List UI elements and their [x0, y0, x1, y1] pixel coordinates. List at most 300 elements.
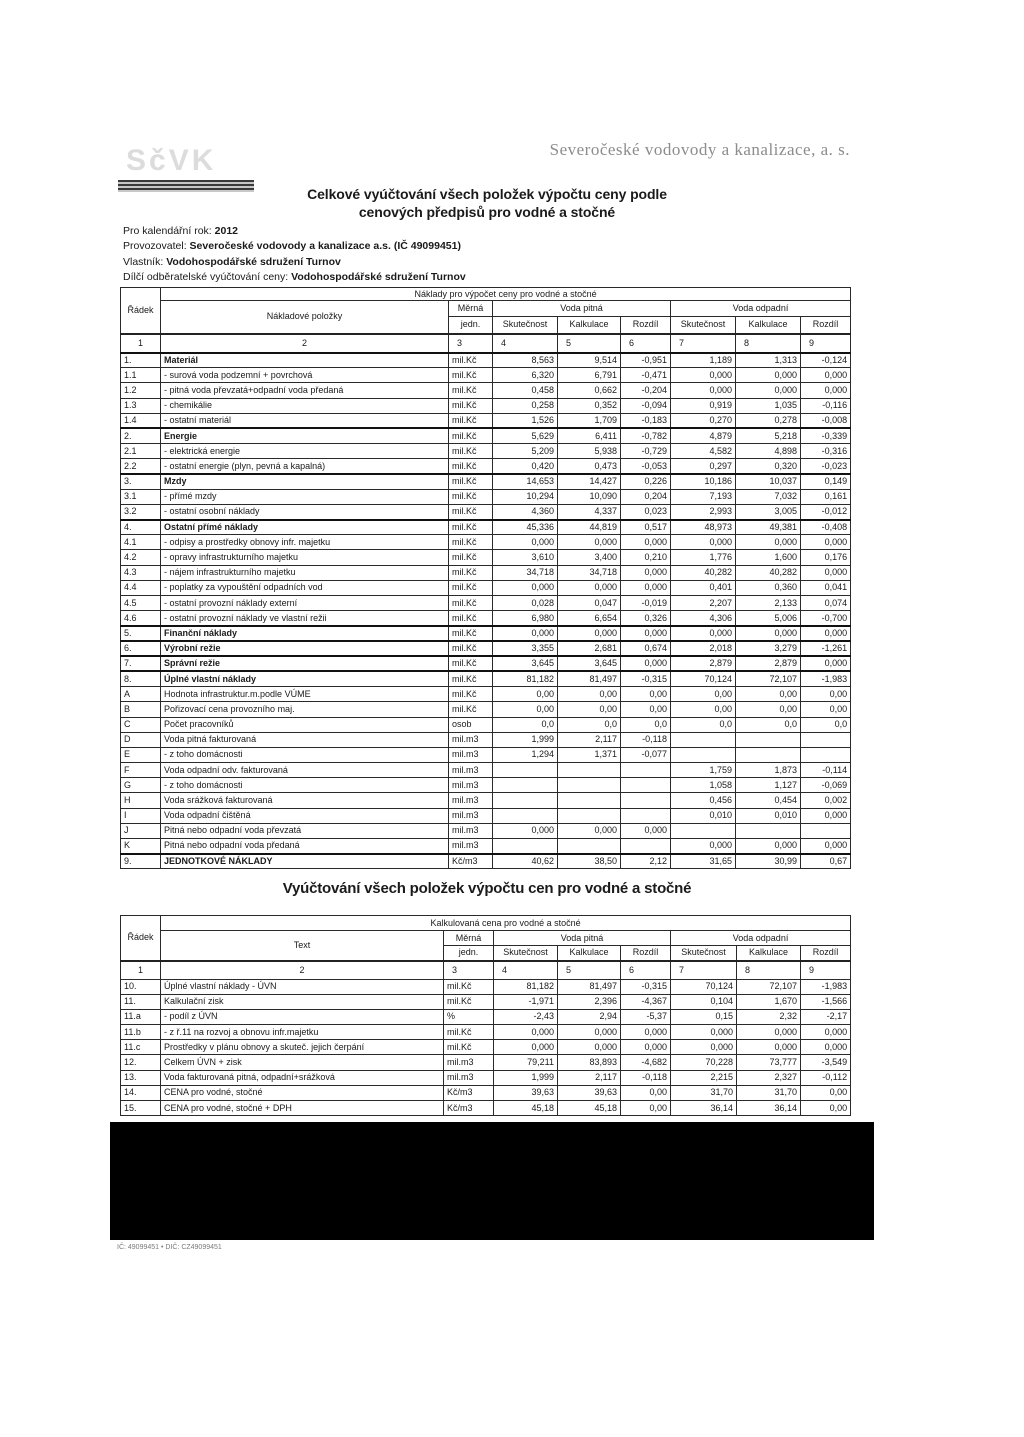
drinking-diff: 0,00 — [621, 1085, 671, 1100]
waste-calc: 72,107 — [736, 671, 801, 686]
row-label: - podíl z ÚVN — [161, 1009, 444, 1024]
drinking-diff — [621, 839, 671, 854]
waste-diff: 0,000 — [801, 656, 851, 671]
waste-diff: -2,17 — [801, 1009, 851, 1024]
waste-calc: 0,000 — [736, 383, 801, 398]
row-code: 4.2 — [121, 550, 161, 565]
waste-diff: 0,000 — [801, 1025, 851, 1040]
drinking-diff: -4,367 — [621, 994, 671, 1009]
col-number: 1 — [121, 334, 161, 353]
waste-calc: 1,127 — [736, 778, 801, 793]
waste-diff: 0,0 — [801, 717, 851, 732]
waste-actual: 70,228 — [671, 1055, 737, 1070]
row-code: G — [121, 778, 161, 793]
table-row — [121, 489, 851, 504]
col-number: 5 — [558, 334, 621, 353]
row-code: 4.5 — [121, 596, 161, 611]
drinking-actual: 10,294 — [493, 489, 558, 504]
drinking-actual — [493, 808, 558, 823]
row-label: Finanční náklady — [161, 626, 449, 641]
waste-calc: 0,278 — [736, 413, 801, 428]
waste-actual: 2,993 — [671, 504, 736, 519]
drinking-diff: 0,000 — [621, 626, 671, 641]
row-label: - ostatní osobní náklady — [161, 504, 449, 519]
waste-diff: -0,012 — [801, 504, 851, 519]
waste-actual: 0,000 — [671, 368, 736, 383]
waste-actual: 0,15 — [671, 1009, 737, 1024]
row-label: JEDNOTKOVÉ NÁKLADY — [161, 854, 449, 869]
row-label: - nájem infrastrukturního majetku — [161, 565, 449, 580]
waste-calc: 0,000 — [736, 839, 801, 854]
row-unit: mil.Kč — [449, 520, 493, 535]
drinking-diff — [621, 763, 671, 778]
waste-diff: -0,114 — [801, 763, 851, 778]
waste-diff: 0,000 — [801, 368, 851, 383]
waste-calc: 5,006 — [736, 611, 801, 626]
waste-calc: 5,218 — [736, 428, 801, 443]
drinking-diff: -0,094 — [621, 398, 671, 413]
row-unit: mil.m3 — [449, 793, 493, 808]
row-code: 10. — [121, 979, 161, 994]
row-label: - surová voda podzemní + povrchová — [161, 368, 449, 383]
operator-value: Severočeské vodovody a kanalizace a.s. (IČ 49099451) — [189, 240, 461, 252]
drinking-diff: 0,000 — [621, 580, 671, 595]
group-header-waste-water: Voda odpadní — [671, 301, 851, 317]
row-label: - ostatní provozní náklady ve vlastní režii — [161, 611, 449, 626]
drinking-calc: 0,0 — [558, 717, 621, 732]
row-code: 5. — [121, 626, 161, 641]
waste-calc: 0,0 — [736, 717, 801, 732]
row-unit: Kč/m3 — [444, 1101, 494, 1116]
drinking-diff: -0,315 — [621, 979, 671, 994]
col-number: 3 — [444, 961, 494, 980]
row-label: Voda odpadní odv. fakturovaná — [161, 763, 449, 778]
table-row — [121, 565, 851, 580]
drinking-calc: 2,117 — [558, 1070, 621, 1085]
row-code: 4.3 — [121, 565, 161, 580]
waste-actual: 7,193 — [671, 489, 736, 504]
table-row — [121, 793, 851, 808]
waste-calc: 3,279 — [736, 641, 801, 656]
waste-actual: 0,000 — [671, 1040, 737, 1055]
col-number: 7 — [671, 961, 737, 980]
row-unit: mil.Kč — [449, 535, 493, 550]
waste-diff: 0,161 — [801, 489, 851, 504]
logo-text: SčVK — [126, 144, 217, 177]
drinking-diff — [621, 793, 671, 808]
waste-actual: 0,00 — [671, 687, 736, 702]
drinking-calc: 6,654 — [558, 611, 621, 626]
col-number: 8 — [736, 334, 801, 353]
row-code: D — [121, 732, 161, 747]
drinking-actual: 0,0 — [493, 717, 558, 732]
row-label: Pořizovací cena provozního maj. — [161, 702, 449, 717]
waste-calc: 0,000 — [736, 368, 801, 383]
row-code: 14. — [121, 1085, 161, 1100]
col-number: 4 — [493, 334, 558, 353]
document-title-line-1: Celkové vyúčtování všech položek výpočtu ceny podle — [307, 186, 667, 202]
col-header-unit: Měrná — [444, 931, 494, 946]
drinking-calc: 1,371 — [558, 747, 621, 762]
waste-diff: 0,00 — [801, 1101, 851, 1116]
table-row — [121, 1025, 851, 1040]
waste-actual: 0,270 — [671, 413, 736, 428]
price-table — [120, 915, 851, 1116]
drinking-calc: 1,709 — [558, 413, 621, 428]
waste-diff: -1,983 — [801, 979, 851, 994]
operator-label: Provozovatel: — [123, 240, 187, 252]
drinking-diff: -0,053 — [621, 459, 671, 474]
drinking-actual: 39,63 — [494, 1085, 558, 1100]
waste-actual: 40,282 — [671, 565, 736, 580]
drinking-actual: 0,000 — [493, 626, 558, 641]
calendar-year-line — [123, 224, 238, 238]
col-header-waste-actual: Skutečnost — [671, 317, 736, 334]
table-row — [121, 520, 851, 535]
waste-diff: -0,124 — [801, 353, 851, 368]
row-label: Energie — [161, 428, 449, 443]
table-row — [121, 535, 851, 550]
drinking-diff: 2,12 — [621, 854, 671, 869]
waste-calc: 73,777 — [737, 1055, 801, 1070]
waste-diff: -0,069 — [801, 778, 851, 793]
table-row — [121, 1101, 851, 1116]
row-unit: mil.m3 — [449, 823, 493, 838]
drinking-actual: 45,18 — [494, 1101, 558, 1116]
table-row — [121, 641, 851, 656]
waste-diff: 0,00 — [801, 702, 851, 717]
waste-diff: -0,008 — [801, 413, 851, 428]
drinking-calc: 4,337 — [558, 504, 621, 519]
drinking-diff: -0,729 — [621, 444, 671, 459]
waste-diff: -0,116 — [801, 398, 851, 413]
waste-calc: 0,360 — [736, 580, 801, 595]
drinking-actual: 81,182 — [494, 979, 558, 994]
row-code: 3. — [121, 474, 161, 489]
partial-billing-line — [123, 270, 466, 284]
waste-diff: 0,00 — [801, 1085, 851, 1100]
waste-calc: 1,873 — [736, 763, 801, 778]
col-header-unit-2: jedn. — [444, 946, 494, 961]
drinking-actual: 0,000 — [494, 1025, 558, 1040]
col-number: 6 — [621, 334, 671, 353]
waste-calc: 0,000 — [736, 626, 801, 641]
drinking-diff: 0,326 — [621, 611, 671, 626]
waste-calc: 2,327 — [737, 1070, 801, 1085]
row-label: - pitná voda převzatá+odpadní voda předaná — [161, 383, 449, 398]
row-label: - ostatní materiál — [161, 413, 449, 428]
drinking-diff: -0,471 — [621, 368, 671, 383]
waste-diff: 0,00 — [801, 687, 851, 702]
drinking-actual: 0,00 — [493, 702, 558, 717]
drinking-calc: 39,63 — [558, 1085, 621, 1100]
col-header-item: Nákladové položky — [161, 301, 449, 334]
row-label: Voda fakturovaná pitná, odpadní+srážková — [161, 1070, 444, 1085]
table-row — [121, 413, 851, 428]
row-unit: mil.Kč — [444, 994, 494, 1009]
row-unit: mil.Kč — [449, 671, 493, 686]
waste-actual — [671, 732, 736, 747]
waste-actual: 0,401 — [671, 580, 736, 595]
waste-actual: 0,010 — [671, 808, 736, 823]
waste-calc — [736, 823, 801, 838]
waste-actual: 70,124 — [671, 671, 736, 686]
drinking-calc: 0,662 — [558, 383, 621, 398]
drinking-calc: 2,396 — [558, 994, 621, 1009]
drinking-actual: 45,336 — [493, 520, 558, 535]
waste-calc: 36,14 — [737, 1101, 801, 1116]
drinking-actual: 79,211 — [494, 1055, 558, 1070]
drinking-calc: 0,000 — [558, 823, 621, 838]
row-label: - ostatní energie (plyn, pevná a kapalná) — [161, 459, 449, 474]
col-number: 9 — [801, 334, 851, 353]
drinking-diff: -0,077 — [621, 747, 671, 762]
drinking-calc: 0,000 — [558, 1040, 621, 1055]
row-code: 4.1 — [121, 535, 161, 550]
row-unit: mil.Kč — [449, 565, 493, 580]
calendar-year-value: 2012 — [214, 225, 238, 237]
col-number: 2 — [161, 334, 449, 353]
col-header-waste-calc: Kalkulace — [736, 317, 801, 334]
drinking-diff — [621, 778, 671, 793]
table-row — [121, 353, 851, 368]
table-row — [121, 444, 851, 459]
waste-actual: 2,879 — [671, 656, 736, 671]
drinking-diff: -5,37 — [621, 1009, 671, 1024]
waste-calc: 0,00 — [736, 702, 801, 717]
table-row — [121, 459, 851, 474]
drinking-calc: 2,681 — [558, 641, 621, 656]
row-label: Ostatní přímé náklady — [161, 520, 449, 535]
row-code: 15. — [121, 1101, 161, 1116]
col-number: 8 — [737, 961, 801, 980]
waste-diff: -1,566 — [801, 994, 851, 1009]
waste-actual: 0,0 — [671, 717, 736, 732]
row-unit: mil.Kč — [449, 368, 493, 383]
drinking-diff: -0,118 — [621, 732, 671, 747]
waste-diff: 0,000 — [801, 565, 851, 580]
row-unit: mil.m3 — [449, 732, 493, 747]
drinking-calc — [558, 778, 621, 793]
row-unit: mil.Kč — [444, 1040, 494, 1055]
drinking-actual: 81,182 — [493, 671, 558, 686]
row-unit: mil.m3 — [449, 778, 493, 793]
row-unit: mil.Kč — [449, 641, 493, 656]
table-row — [121, 596, 851, 611]
row-unit: mil.Kč — [449, 580, 493, 595]
waste-diff: -0,700 — [801, 611, 851, 626]
row-code: I — [121, 808, 161, 823]
waste-actual: 4,306 — [671, 611, 736, 626]
table-row — [121, 1070, 851, 1085]
table-row — [121, 1085, 851, 1100]
col-header-unit-2: jedn. — [449, 317, 493, 334]
table-row — [121, 732, 851, 747]
drinking-actual: 8,563 — [493, 353, 558, 368]
drinking-diff: 0,00 — [621, 687, 671, 702]
row-unit: mil.Kč — [449, 687, 493, 702]
table-caption: Náklady pro výpočet ceny pro vodné a stočné — [161, 288, 851, 301]
row-unit: mil.Kč — [449, 413, 493, 428]
row-unit: mil.Kč — [449, 383, 493, 398]
col-header-drinking-diff: Rozdíl — [621, 946, 671, 961]
col-number: 7 — [671, 334, 736, 353]
waste-diff: 0,000 — [801, 535, 851, 550]
table-row — [121, 687, 851, 702]
drinking-calc — [558, 793, 621, 808]
drinking-diff: -0,019 — [621, 596, 671, 611]
waste-actual: 2,207 — [671, 596, 736, 611]
waste-actual: 0,919 — [671, 398, 736, 413]
waste-actual: 31,70 — [671, 1085, 737, 1100]
waste-diff: 0,176 — [801, 550, 851, 565]
row-label: Počet pracovníků — [161, 717, 449, 732]
drinking-actual: -1,971 — [494, 994, 558, 1009]
drinking-actual: 0,000 — [493, 535, 558, 550]
row-unit: mil.m3 — [444, 1070, 494, 1085]
drinking-diff: 0,000 — [621, 565, 671, 580]
drinking-diff: 0,210 — [621, 550, 671, 565]
drinking-actual: -2,43 — [494, 1009, 558, 1024]
row-code: 13. — [121, 1070, 161, 1085]
row-code: 4.6 — [121, 611, 161, 626]
drinking-diff: 0,204 — [621, 489, 671, 504]
cost-table — [120, 287, 851, 869]
drinking-diff: 0,517 — [621, 520, 671, 535]
drinking-actual: 4,360 — [493, 504, 558, 519]
row-label: Materiál — [161, 353, 449, 368]
drinking-diff: 0,000 — [621, 1025, 671, 1040]
waste-diff: 0,041 — [801, 580, 851, 595]
drinking-calc: 0,000 — [558, 1025, 621, 1040]
row-code: 2.1 — [121, 444, 161, 459]
owner-label: Vlastník: — [123, 256, 164, 268]
price-table-body — [121, 979, 851, 1116]
table-row — [121, 717, 851, 732]
table-row — [121, 611, 851, 626]
drinking-calc: 0,00 — [558, 702, 621, 717]
waste-actual: 10,186 — [671, 474, 736, 489]
waste-diff — [801, 823, 851, 838]
drinking-diff: -0,204 — [621, 383, 671, 398]
row-code: E — [121, 747, 161, 762]
waste-calc: 2,879 — [736, 656, 801, 671]
row-unit: mil.m3 — [449, 747, 493, 762]
table-row — [121, 383, 851, 398]
drinking-diff: -0,782 — [621, 428, 671, 443]
row-unit: mil.Kč — [449, 550, 493, 565]
redaction-box — [110, 1122, 874, 1240]
waste-actual: 31,65 — [671, 854, 736, 869]
table-row — [121, 1009, 851, 1024]
row-unit: Kč/m3 — [444, 1085, 494, 1100]
waste-calc: 2,133 — [736, 596, 801, 611]
row-code: A — [121, 687, 161, 702]
drinking-actual: 1,526 — [493, 413, 558, 428]
row-code: 11.a — [121, 1009, 161, 1024]
table-row — [121, 763, 851, 778]
drinking-calc — [558, 808, 621, 823]
drinking-calc: 9,514 — [558, 353, 621, 368]
waste-actual: 2,215 — [671, 1070, 737, 1085]
waste-diff: -3,549 — [801, 1055, 851, 1070]
drinking-calc — [558, 763, 621, 778]
row-label: Hodnota infrastruktur.m.podle VÚME — [161, 687, 449, 702]
waste-actual: 48,973 — [671, 520, 736, 535]
row-unit: mil.m3 — [449, 763, 493, 778]
col-number: 9 — [801, 961, 851, 980]
col-header-drinking-diff: Rozdíl — [621, 317, 671, 334]
row-unit: mil.Kč — [449, 504, 493, 519]
drinking-calc: 0,047 — [558, 596, 621, 611]
row-unit: mil.Kč — [449, 353, 493, 368]
drinking-diff: -4,682 — [621, 1055, 671, 1070]
drinking-calc: 0,000 — [558, 535, 621, 550]
drinking-calc: 34,718 — [558, 565, 621, 580]
waste-actual: 0,456 — [671, 793, 736, 808]
table-caption: Kalkulovaná cena pro vodné a stočné — [161, 916, 851, 931]
waste-diff: -0,316 — [801, 444, 851, 459]
waste-calc: 2,32 — [737, 1009, 801, 1024]
waste-diff: 0,149 — [801, 474, 851, 489]
waste-diff: -0,112 — [801, 1070, 851, 1085]
waste-actual: 1,776 — [671, 550, 736, 565]
col-header-item: Text — [161, 931, 444, 961]
drinking-actual: 40,62 — [493, 854, 558, 869]
row-code: 11. — [121, 994, 161, 1009]
drinking-diff: -0,315 — [621, 671, 671, 686]
row-unit: mil.Kč — [449, 428, 493, 443]
waste-actual: 0,000 — [671, 383, 736, 398]
col-header-drinking-actual: Skutečnost — [493, 317, 558, 334]
drinking-diff: 0,226 — [621, 474, 671, 489]
drinking-actual: 1,999 — [494, 1070, 558, 1085]
waste-calc: 1,313 — [736, 353, 801, 368]
row-unit: % — [444, 1009, 494, 1024]
drinking-diff: 0,000 — [621, 1040, 671, 1055]
row-code: 8. — [121, 671, 161, 686]
waste-actual: 1,759 — [671, 763, 736, 778]
waste-actual: 0,000 — [671, 626, 736, 641]
drinking-diff: 0,0 — [621, 717, 671, 732]
waste-diff: -0,408 — [801, 520, 851, 535]
waste-actual: 1,189 — [671, 353, 736, 368]
table-row — [121, 839, 851, 854]
drinking-calc: 6,791 — [558, 368, 621, 383]
row-code: 1. — [121, 353, 161, 368]
table-row — [121, 428, 851, 443]
col-header-unit: Měrná — [449, 301, 493, 317]
drinking-actual — [493, 763, 558, 778]
row-code: 3.2 — [121, 504, 161, 519]
waste-actual: 0,104 — [671, 994, 737, 1009]
drinking-actual: 14,653 — [493, 474, 558, 489]
table-row — [121, 778, 851, 793]
row-unit: mil.Kč — [449, 626, 493, 641]
col-header-drinking-calc: Kalkulace — [558, 946, 621, 961]
waste-diff: -0,023 — [801, 459, 851, 474]
drinking-diff: 0,023 — [621, 504, 671, 519]
waste-calc: 1,600 — [736, 550, 801, 565]
drinking-calc: 38,50 — [558, 854, 621, 869]
waste-calc: 7,032 — [736, 489, 801, 504]
row-label: Voda pitná fakturovaná — [161, 732, 449, 747]
drinking-actual: 3,355 — [493, 641, 558, 656]
table-row — [121, 398, 851, 413]
drinking-calc: 0,352 — [558, 398, 621, 413]
calendar-year-label: Pro kalendářní rok: — [123, 225, 212, 237]
drinking-actual: 3,610 — [493, 550, 558, 565]
